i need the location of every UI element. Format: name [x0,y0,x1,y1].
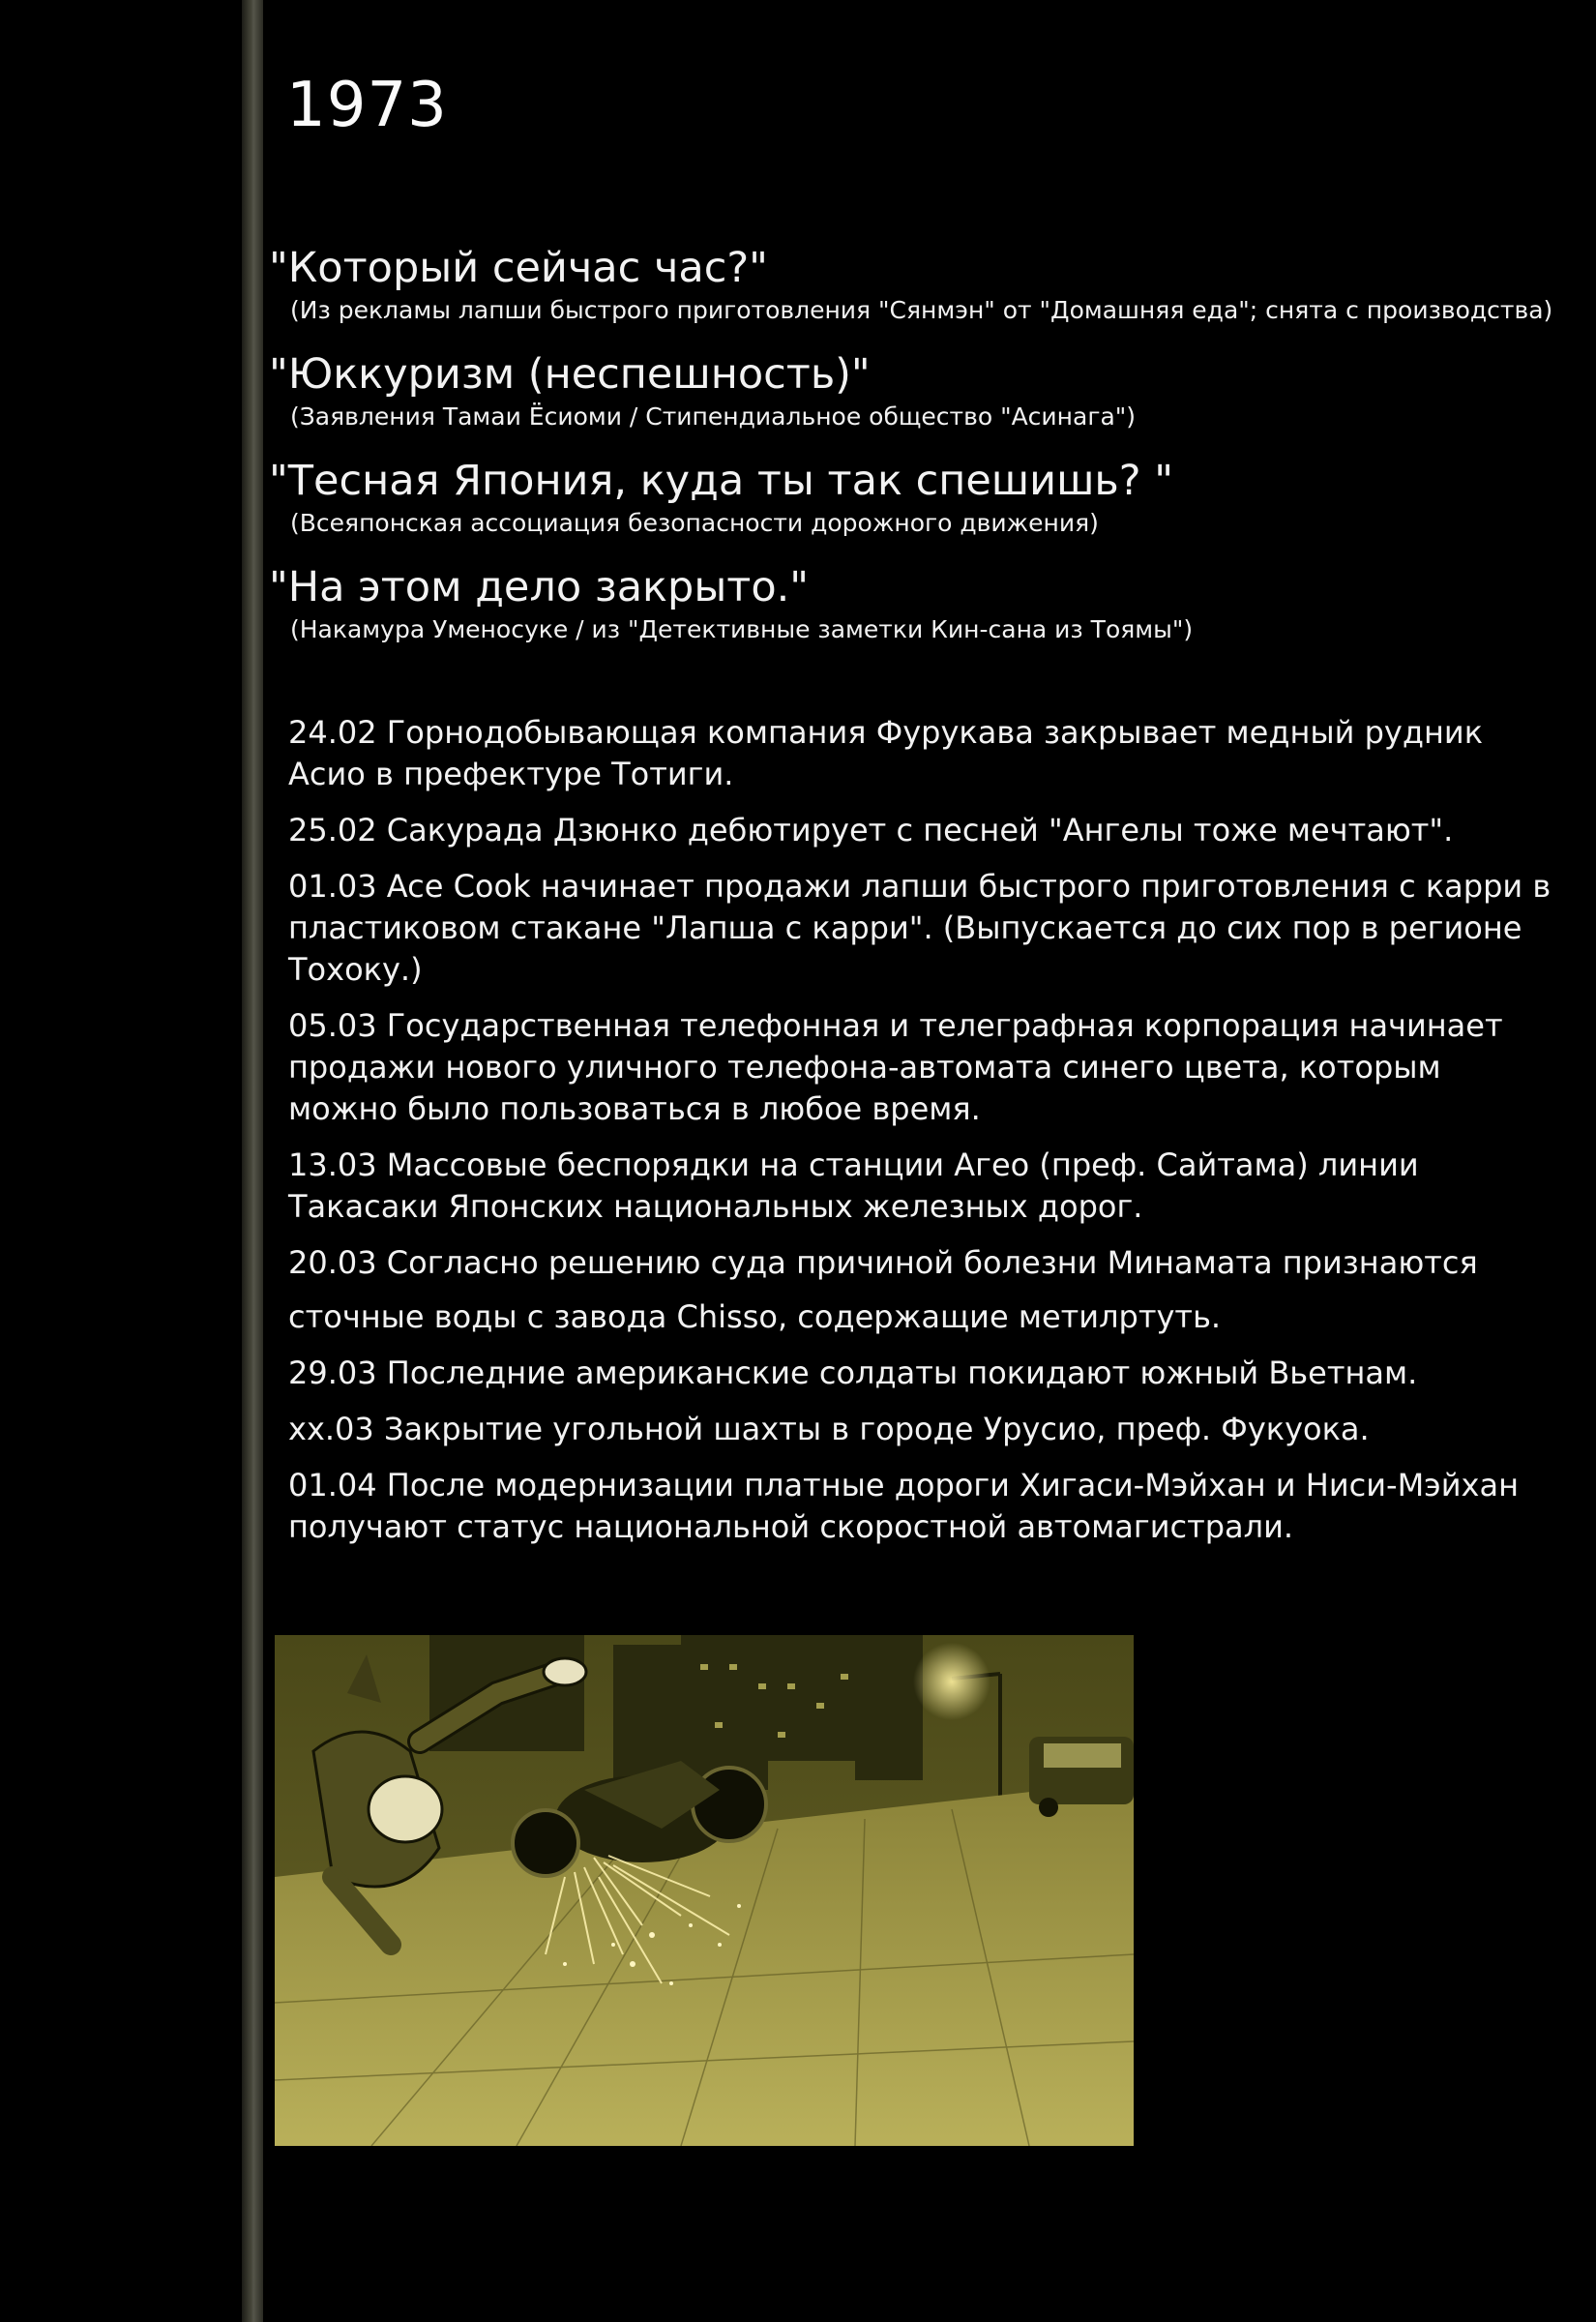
event-item: 25.02 Сакурада Дзюнко дебютирует с песней "Ангелы тоже мечтают". [288,812,1454,848]
quote-text: "Юккуризм (неспешность)" [269,350,871,399]
quote-item [269,455,1565,540]
quote-source: (Всеяпонская ассоциация безопасности дорожного движения) [290,509,1099,537]
illustration-drawing [275,1635,1134,2146]
quote-text: "Который сейчас час?" [269,244,768,292]
event-item: 20.03 Согласно решению суда причиной болезни Минамата признаются [288,1244,1478,1281]
quote-text: "На этом дело закрыто." [269,563,810,611]
event-item: 24.02 Горнодобывающая компания Фурукава закрывает медный рудник Асио в префектуре Тотиги. [288,714,1484,792]
event-item: сточные воды с завода Chisso, содержащие метилртуть. [288,1298,1222,1335]
quote-source: (Заявления Тамаи Ёсиоми / Стипендиальное общество "Асинага") [290,402,1137,431]
quote-item [269,561,1565,646]
quote-text: "Тесная Япония, куда ты так спешишь? " [269,457,1174,505]
event-item: xx.03 Закрытие угольной шахты в городе Урусио, преф. Фукуока. [288,1411,1370,1447]
motorcycle-crash-illustration [275,1635,1134,2146]
event-item: 13.03 Массовые беспорядки на станции Агео (преф. Сайтама) линии Такасаки Японских национальных железных дорог. [288,1146,1419,1225]
events-timeline [288,712,1555,1563]
quote-item [269,242,1565,327]
quote-source: (Накамура Уменосуке / из "Детективные заметки Кин-сана из Тоямы") [290,615,1194,643]
event-item: 01.04 После модернизации платные дороги Хигаси-Мэйхан и Ниси-Мэйхан получают статус национальной скоростной автомагистрали. [288,1467,1519,1545]
event-item: 29.03 Последние американские солдаты покидают южный Вьетнам. [288,1354,1418,1391]
quotes-section [269,242,1565,668]
event-item: 01.03 Ace Cook начинает продажи лапши быстрого приготовления с карри в пластиковом стакане "Лапша с карри". (Выпускается до сих пор в регионе Тохоку.) [288,868,1552,988]
quote-source: (Из рекламы лапши быстрого приготовления "Сянмэн" от "Домашняя еда"; снята с производства) [290,296,1553,324]
event-item: 05.03 Государственная телефонная и телеграфная корпорация начинает продажи нового уличного телефона-автомата синего цвета, которым можно было пользоваться в любое время. [288,1007,1503,1127]
page-spine [242,0,263,2322]
page-title-year: 1973 [286,70,448,141]
quote-item [269,348,1565,433]
